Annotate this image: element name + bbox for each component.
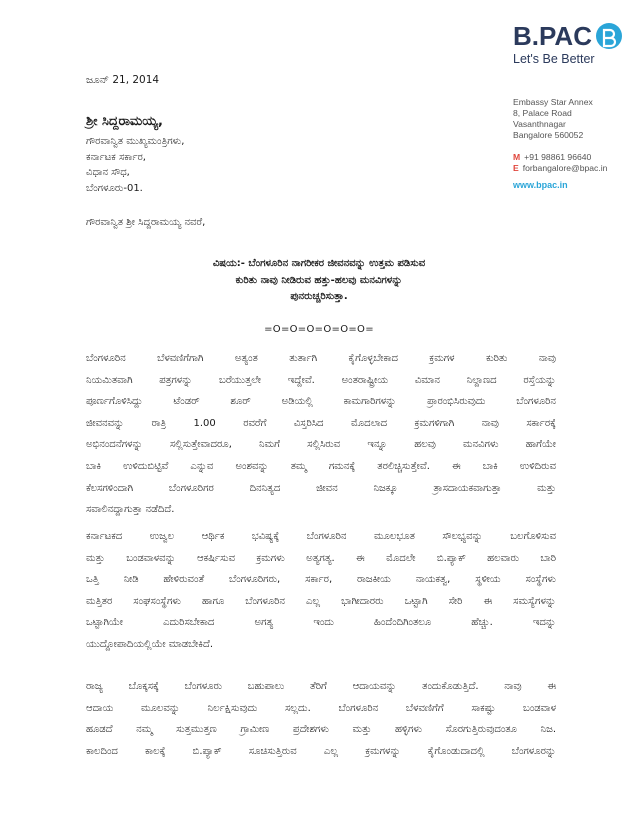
paragraph-line: ರಾಜ್ಯ ಬೊಕ್ಕಸಕ್ಕೆ ಬೆಂಗಳೂರು ಬಹುಪಾಲು ತೆರಿಗೆ ಆದಾಯವನ್ನು ತಂದುಕೊಡುತ್ತಿದೆ. ನಾವು ಈ xyxy=(86,681,556,692)
address-line: Vasanthnagar xyxy=(513,119,566,129)
phone-label: M xyxy=(513,152,521,162)
letterhead-brand xyxy=(513,22,631,66)
paragraph-line: ಆದಾಯ ಮೂಲವನ್ನು ನಿರ್ಲಕ್ಷಿಸುವುದು ಸಲ್ಲದು. ಬೆಂಗಳೂರಿನ ಬೆಳವಣಿಗೆಗೆ ಸಾಕಷ್ಟು ಬಂಡವಾಳ xyxy=(86,702,556,714)
subject-line: ಪುನರುಚ್ಚರಿಸುತ್ತಾ. xyxy=(290,291,348,302)
body-paragraph xyxy=(86,676,556,762)
paragraph-line: ಕಾಲದಿಂದ ಕಾಲಕ್ಕೆ ಬಿ.ಪ್ಯಾಕ್ ಸೂಚಿಸುತ್ತಿರುವ ಎಲ್ಲ ಕ್ರಮಗಳನ್ನು ಕೈಗೊಂಡುದಾದಲ್ಲಿ ಬೆಂಗಳೂರನ್ನು xyxy=(86,745,556,757)
address-line: Embassy Star Annex xyxy=(513,97,593,107)
paragraph-line: ಜೀವನವನ್ನು ರಾತ್ರಿ 1.00 ರವರೆಗೆ ವಿಸ್ತರಿಸಿದ ಮೊದಲಾದ ಕ್ರಮಗಳಿಗಾಗಿ ನಾವು ಸರ್ಕಾರಕ್ಕೆ xyxy=(86,417,556,429)
website-link: www.bpac.in xyxy=(513,180,568,190)
recipient-line: ವಿಧಾನ ಸೌಧ, xyxy=(86,167,130,178)
subject-line: ಕುರಿತು ನಾವು ನೀಡಿರುವ ಹತ್ತು-ಹಲವು ಮನವಿಗಳನ್ನು xyxy=(235,274,403,286)
recipient-block xyxy=(86,114,184,196)
paragraph-line: ಯುದ್ದೋಪಾದಿಯಲ್ಲಿಯೇ ಮಾಡಬೇಕಿದೆ. xyxy=(86,638,213,650)
recipient-line: ಗೌರವಾನ್ವಿತ ಮುಖ್ಯಮಂತ್ರಿಗಳು, xyxy=(86,136,185,147)
paragraph-line: ನಿಯಮಿತವಾಗಿ ಪತ್ರಗಳನ್ನು ಬರೆಯುತ್ತಲೇ ಇದ್ದೇವೆ. ಅಂತರಾಷ್ಟ್ರೀಯ ವಿಮಾನ ನಿಲ್ದಾಣದ ರಸ್ತೆಯನ್ನು xyxy=(86,374,556,386)
paragraph-line: ಸವಾಲಿನದ್ದಾಗುತ್ತಾ ನಡೆದಿದೆ. xyxy=(86,504,175,516)
brand-name: B.PAC xyxy=(513,21,592,51)
paragraph-line: ಕೆಲಸಗಳಿಂದಾಗಿ ಬೆಂಗಳೂರಿಗರ ದಿನನಿತ್ಯದ ಜೀವನ ನಿಜಕ್ಕೂ ತ್ರಾಸದಾಯಕವಾಗುತ್ತಾ ಮತ್ತು xyxy=(86,482,556,494)
paragraph-line: ಪೂರ್ಣಗೊಳಿಸಿದ್ದು ಟೆಂಡರ್ ಶೂರ್ ಅಡಿಯಲ್ಲಿ ಕಾಮಗಾರಿಗಳನ್ನು ಪ್ರಾರಂಭಿಸಿರುವುದು ಬೆಂಗಳೂರಿನ xyxy=(86,396,556,408)
paragraph-line: ಕರ್ನಾಟಕದ ಉಜ್ವಲ ಆರ್ಥಿಕ ಭವಿಷ್ಯಕ್ಕೆ ಬೆಂಗಳೂರಿನ ಮೂಲಭೂತ ಸೌಲಭ್ಯವನ್ನು ಬಲಗೊಳಿಸುವ xyxy=(86,531,556,542)
recipient-line: ಬೆಂಗಳೂರು-01. xyxy=(86,182,143,194)
paragraph-line: ಬೆಂಗಳೂರಿನ ಬೆಳವಣಿಗೆಗಾಗಿ ಅತ್ಯಂತ ತುರ್ತಾಗಿ ಕೈಗೊಳ್ಳಬೇಕಾದ ಕ್ರಮಗಳ ಕುರಿತು ನಾವು xyxy=(86,353,556,364)
salutation: ಗೌರವಾನ್ವಿತ ಶ್ರೀ ಸಿದ್ದರಾಮಯ್ಯ ನವರೆ, xyxy=(86,217,206,228)
email-address: forbangalore@bpac.in xyxy=(522,163,608,173)
separator: =O=O=O=O=O=O= xyxy=(264,324,374,335)
paragraph-line: ಮತ್ತಿತರ ಸಂಘಸಂಸ್ಥೆಗಳು ಹಾಗೂ ಬೆಂಗಳೂರಿನ ಎಲ್ಲ ಭಾಗೀದಾರರು ಒಟ್ಟಾಗಿ ಸೇರಿ ಈ ಸಮಸ್ಯೆಗಳನ್ನು xyxy=(86,595,556,607)
paragraph-line: ಒಟ್ಟಾಗಿಯೇ ಎದುರಿಸಬೇಕಾದ ಅಗತ್ಯ ಇಂದು ಹಿಂದೆಂದಿಗಿಂತಲೂ ಹೆಚ್ಚು. ಇದನ್ನು xyxy=(86,617,556,629)
email-row xyxy=(513,163,635,174)
phone-row xyxy=(513,152,635,163)
phone-number: +91 98861 96640 xyxy=(524,152,592,162)
address-line: Bangalore 560052 xyxy=(513,130,584,140)
email-label: E xyxy=(513,163,519,173)
paragraph-line: ಮತ್ತು ಬಂಡವಾಳವನ್ನು ಆಕರ್ಷಿಸುವ ಕ್ರಮಗಳು ಅತ್ಯಗತ್ಯ. ಈ ಮೊದಲೇ ಬಿ.ಪ್ಯಾಕ್ ಹಲವಾರು ಬಾರಿ xyxy=(86,552,556,564)
paragraph-line: ಹೂಡದೆ ನಮ್ಮ ಸುತ್ತಮುತ್ತಣ ಗ್ರಾಮೀಣ ಪ್ರದೇಶಗಳು ಮತ್ತು ಹಳ್ಳಿಗಳು ಸೊರಗುತ್ತಿರುವುದಂತೂ ನಿಜ. xyxy=(86,724,556,736)
brand-tagline: Let's Be Better xyxy=(513,52,595,66)
recipient-line: ಕರ್ನಾಟಕ ಸರ್ಕಾರ, xyxy=(86,151,146,163)
paragraph-line: ಒತ್ತಿ ನೀಡಿ ಹೇಳಿರುವಂತೆ ಬೆಂಗಳೂರಿಗರು, ಸರ್ಕಾರ, ರಾಜಕೀಯ ನಾಯಕತ್ವ, ಸ್ಥಳೀಯ ಸಂಸ್ಥೆಗಳು xyxy=(86,574,556,586)
address-line: 8, Palace Road xyxy=(513,108,572,118)
subject-line: ವಿಷಯ:- ಬೆಂಗಳೂರಿನ ನಾಗರೀಕರ ಜೀವನವನ್ನು ಉತ್ತಮ ಪಡಿಸುವ xyxy=(212,258,426,269)
letterhead-address xyxy=(513,97,635,141)
paragraph-line: ಬಾಕಿ ಉಳಿದುಬಿಟ್ಟಿವೆ ಎನ್ನುವ ಅಂಶವನ್ನು ತಮ್ಮ ಗಮನಕ್ಕೆ ತರಲಿಚ್ಚಿಸುತ್ತೇವೆ. ಈ ಬಾಕಿ ಉಳಿದಿರುವ xyxy=(86,460,556,472)
bpac-logo-icon xyxy=(595,22,623,50)
letterhead-contact xyxy=(513,152,635,174)
body-paragraph xyxy=(86,526,556,656)
letter-date: ಜೂನ್ 21, 2014 xyxy=(86,74,160,86)
body-paragraph xyxy=(86,348,556,521)
recipient-name: ಶ್ರೀ ಸಿದ್ದರಾಮಯ್ಯ, xyxy=(86,114,163,129)
subject-block xyxy=(86,256,552,306)
paragraph-line: ಅಭಿನಂದನೆಗಳನ್ನು ಸಲ್ಲಿಸುತ್ತೇವಾದರೂ, ನಿಮಗೆ ಸಲ್ಲಿಸಿರುವ ಇನ್ನೂ ಹಲವು ಮನವಿಗಳು ಹಾಗೆಯೇ xyxy=(86,439,556,451)
